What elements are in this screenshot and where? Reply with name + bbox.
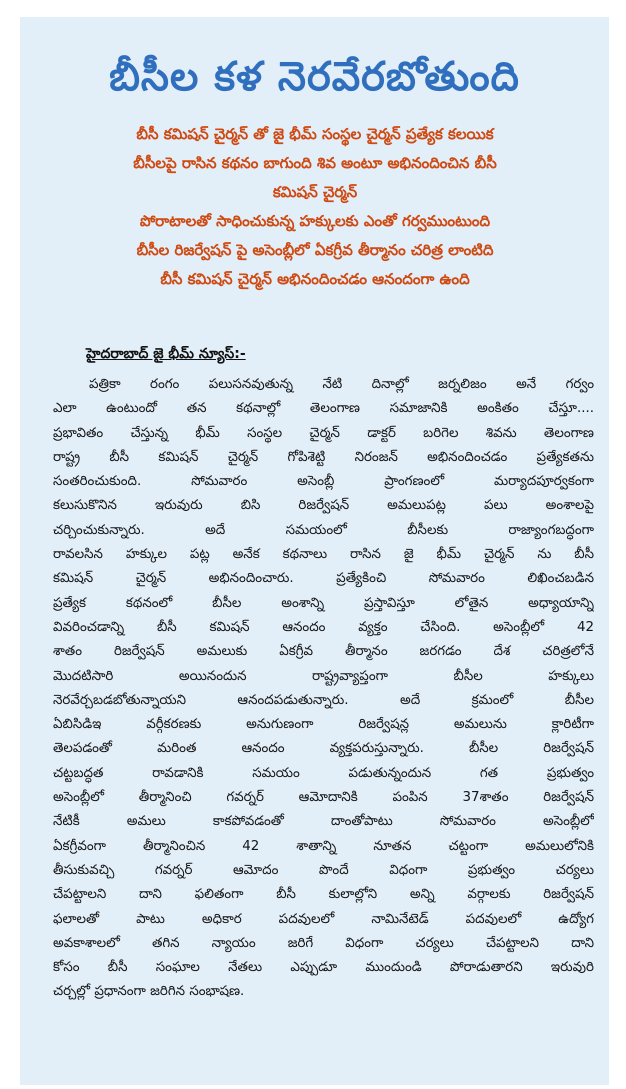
body-line: అసెంబ్లీలో తీర్మానించి గవర్నర్ ఆమోదానికి పంపిన 37శాతం రిజర్వేషన్ bbox=[53, 790, 594, 806]
body-line: ఎలా ఉంటుందో తన కథనాల్లో తెలంగాణ సమాజానికి అంకితం చేస్తూ.... bbox=[53, 401, 594, 417]
body-line: తీసుకువచ్చి గవర్నర్ ఆమోదం పొందే విధంగా ప్రభుత్వం చర్యలు bbox=[53, 862, 594, 878]
body-line: కలుసుకొనిన ఇరువురు బిసి రిజర్వేషన్ అమలుపట్ల పలు అంశాలపై bbox=[53, 498, 594, 514]
subheading: బీసీ కమిషన్ చైర్మన్ తో జై భీమ్ సంస్థల చైర్మన్ ప్రత్యేక కలయిక bbox=[136, 125, 494, 143]
subheading: బీసీ కమిషన్ చైర్మన్ అభినందించడం ఆనందంగా ఉంది bbox=[160, 270, 470, 288]
body-line: కమిషన్ చైర్మన్ అభినందించారు. ప్రత్యేకించి సోమవారం లిఖించబడిన bbox=[53, 571, 594, 587]
body-line: నెరవేర్చబడబోతున్నాయని ఆనందపడుతున్నారు. అదే క్రమంలో బీసీల bbox=[53, 692, 594, 708]
subheading: పోరాటాలతో సాధించుకున్న హక్కులకు ఎంతో గర్వముంటుంది bbox=[139, 212, 491, 230]
body-line: తెలపడంతో మరింత ఆనందం వ్యక్తపరుస్తున్నారు. బీసీల రిజర్వేషన్ bbox=[53, 741, 594, 757]
body-line: రాష్ట్ర బీసీ కమిషన్ చైర్మన్ గోపిశెట్టి నిరంజన్ అభినందించడం ప్రత్యేకతను bbox=[53, 449, 594, 465]
body-line: చర్చించుకున్నారు. అదే సమయంలో బీసీలకు రాజ్యాంగబద్ధంగా bbox=[53, 522, 594, 538]
body-line: సంతరించుకుంది. సోమవారం అసెంబ్లీ ప్రాంగణంలో మర్యాదపూర్వకంగా bbox=[53, 474, 594, 490]
body-line: నేటికీ అమలు కాకపోవడంతో దాంతోపాటు సోమవారం అసెంబ్లీలో bbox=[53, 814, 594, 830]
body-line: ప్రత్యేక కథనంలో బీసీల అంశాన్ని ప్రస్తావిస్తూ లోతైన అధ్యాయాన్ని bbox=[53, 595, 594, 611]
body-line: చట్టబద్ధత రావడానికి సమయం పడుతున్నందున గత ప్రభుత్వం bbox=[53, 765, 594, 781]
headline: బీసీల కళ నెరవేరబోతుంది bbox=[109, 54, 520, 100]
body-line: చేపట్టాలని దాని ఫలితంగా బీసీ కులాల్లోని అన్ని వర్గాలకు రిజర్వేషన్ bbox=[53, 887, 594, 903]
article-body bbox=[53, 373, 594, 1005]
body-line: వివరించడాన్ని బీసీ కమిషన్ ఆనందం వ్యక్తం చేసింది. అసెంబ్లీలో 42 bbox=[53, 619, 594, 635]
body-line: అవకాశాలలో తగిన న్యాయం జరిగే విధంగా చర్యలు చేపట్టాలని దాని bbox=[53, 935, 594, 951]
subheadings bbox=[50, 120, 580, 294]
subheading: బీసీలపై రాసిన కథనం బాగుంది శివ అంటూ అభినందించిన బీసీ bbox=[133, 154, 497, 172]
body-line: ఫలాలతో పాటు అధికార పదవులలో నామినేటెడ్ పదవులలో ఉద్యోగ bbox=[53, 911, 594, 927]
body-line: శాతం రిజర్వేషన్ అమలుకు ఏకగ్రీవ తీర్మానం జరగడం దేశ చరిత్రలోనే bbox=[53, 644, 594, 660]
body-line: పత్రికా రంగం పలుసనవుతున్న నేటి దినాల్లో జర్నలిజం అనే గర్వం bbox=[89, 377, 594, 392]
body-line: ఏబిసిడిఇ వర్గీకరణకు అనుగుణంగా రిజర్వేషన్ల అమలును క్లారిటీగా bbox=[53, 717, 594, 733]
subheading: బీసీల రిజర్వేషన్ పై అసెంబ్లీలో ఏకగ్రీవ తీర్మానం చరిత్ర లాంటిది bbox=[136, 241, 494, 259]
news-clipping bbox=[20, 17, 609, 1085]
body-line: ప్రభావితం చేస్తున్న భీమ్ సంస్థల చైర్మన్ డాక్టర్ బరిగెల శివను తెలంగాణ bbox=[53, 425, 594, 441]
body-line: చర్చల్లో ప్రధానంగా జరిగిన సంభాషణ. bbox=[53, 984, 245, 1000]
dateline: హైదరాబాద్ జై భీమ్ న్యూస్:- bbox=[86, 346, 246, 362]
body-line: రావలసిన హక్కుల పట్ల అనేక కథనాలు రాసిన జై భీమ్ చైర్మన్ ను బీసీ bbox=[53, 547, 594, 563]
body-line: మొదటిసారి అయినందున రాష్ట్రవ్యాప్తంగా బీసీల హక్కులు bbox=[53, 668, 594, 684]
body-line: కోసం బీసీ సంఘాల నేతలు ఎప్పుడూ ముందుండి పోరాడుతారని ఇరువురి bbox=[53, 960, 594, 976]
subheading: కమిషన్ చైర్మన్ bbox=[272, 183, 358, 201]
body-line: ఏకగ్రీవంగా తీర్మానించిన 42 శాతాన్ని నూతన చట్టంగా అమలులోనికి bbox=[53, 838, 594, 854]
